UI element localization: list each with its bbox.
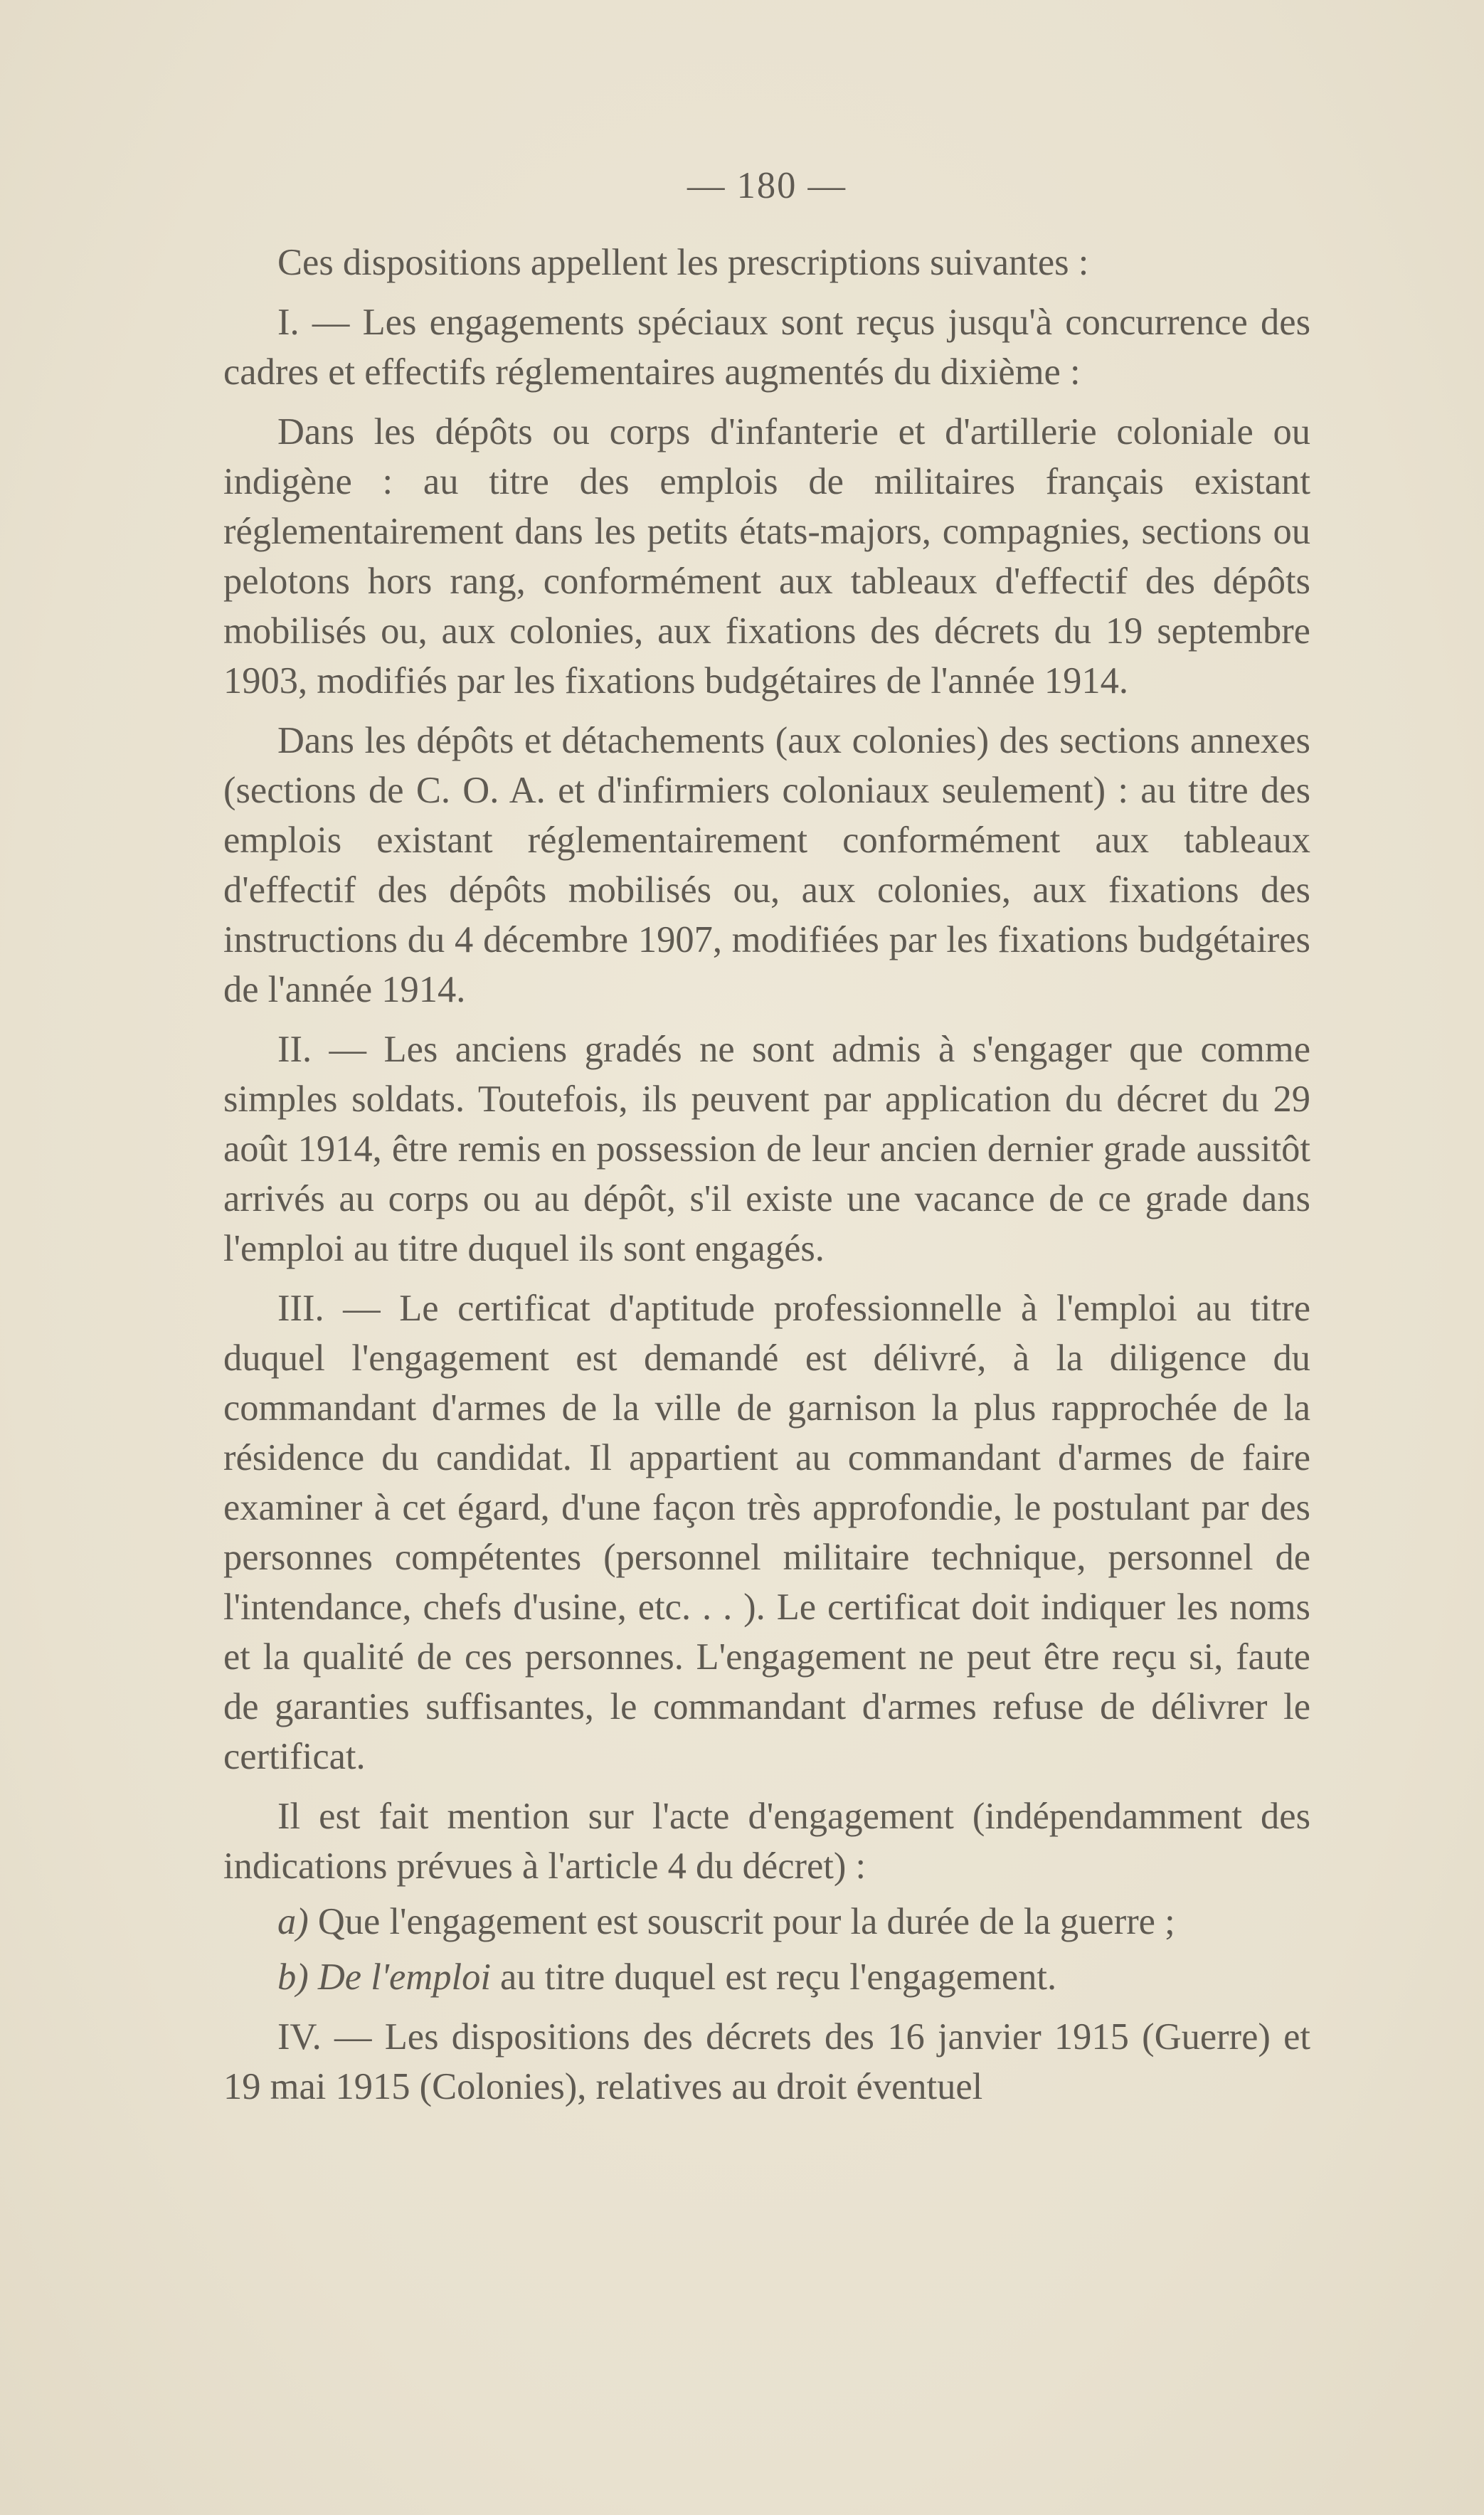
- list-item-a: [223, 1897, 1310, 1947]
- paragraph-intro: Ces dispositions appellent les prescriptions suivantes :: [277, 242, 1089, 283]
- list-item-b-emphasis: De l'emploi: [317, 1957, 491, 1998]
- text-body: [223, 161, 1310, 2112]
- list-item-b-text: au titre duquel est reçu l'engagement.: [500, 1957, 1057, 1998]
- list-marker-a: a): [277, 1901, 309, 1942]
- page-number: — 180 —: [687, 165, 847, 206]
- list-item-b: [223, 1952, 1310, 2002]
- list-item-a-text: Que l'engagement est souscrit pour la durée de la guerre ;: [317, 1901, 1175, 1942]
- paragraph-section-i: I. — Les engagements spéciaux sont reçus jusqu'à concurrence des cadres et effectifs réglementaires augmentés du dixième :: [223, 302, 1310, 393]
- paragraph-infantry-depots: Dans les dépôts ou corps d'infanterie et d'artillerie coloniale ou indigène : au titre des emplois de militaires français existant réglementairement dans les petits états-majors, compagnies, sections ou pelotons hors rang, conformément aux tableaux d'effectif des dépôts mobilisés ou, aux colonies, aux fixations des décrets du 19 septembre 1903, modifiés par les fixations budgétaires de l'année 1914.: [223, 411, 1310, 701]
- paragraph-mention: Il est fait mention sur l'acte d'engagement (indépendamment des indications prévues à l'article 4 du décret) :: [223, 1796, 1310, 1887]
- paragraph-section-ii: II. — Les anciens gradés ne sont admis à s'engager que comme simples soldats. Toutefois, ils peuvent par application du décret du 29 août 1914, être remis en possession de leur ancien dernier grade aussitôt arrivés au corps ou au dépôt, s'il existe une vacance de ce grade dans l'emploi au titre duquel ils sont engagés.: [223, 1029, 1310, 1269]
- list-marker-b: b): [277, 1957, 309, 1998]
- paragraph-section-iii: III. — Le certificat d'aptitude professionnelle à l'emploi au titre duquel l'engagement est demandé est délivré, à la diligence du commandant d'armes de la ville de garnison la plus rapprochée de la résidence du candidat. Il appartient au commandant d'armes de faire examiner à cet égard, d'une façon très approfondie, le postulant par des personnes compétentes (personnel militaire technique, personnel de l'intendance, chefs d'usine, etc. . . ). Le certificat doit indiquer les noms et la qualité de ces personnes. L'engagement ne peut être reçu si, faute de garanties suffisantes, le commandant d'armes refuse de délivrer le certificat.: [223, 1288, 1310, 1777]
- paragraph-annex-sections: Dans les dépôts et détachements (aux colonies) des sections annexes (sections de C. O. A. et d'infirmiers coloniaux seulement) : au titre des emplois existant réglementairement conformément aux tableaux d'effectif des dépôts mobilisés ou, aux colonies, aux fixations des instructions du 4 décembre 1907, modifiées par les fixations budgétaires de l'année 1914.: [223, 720, 1310, 1010]
- paragraph-section-iv: IV. — Les dispositions des décrets des 16 janvier 1915 (Guerre) et 19 mai 1915 (Colonies), relatives au droit éventuel: [223, 2016, 1310, 2107]
